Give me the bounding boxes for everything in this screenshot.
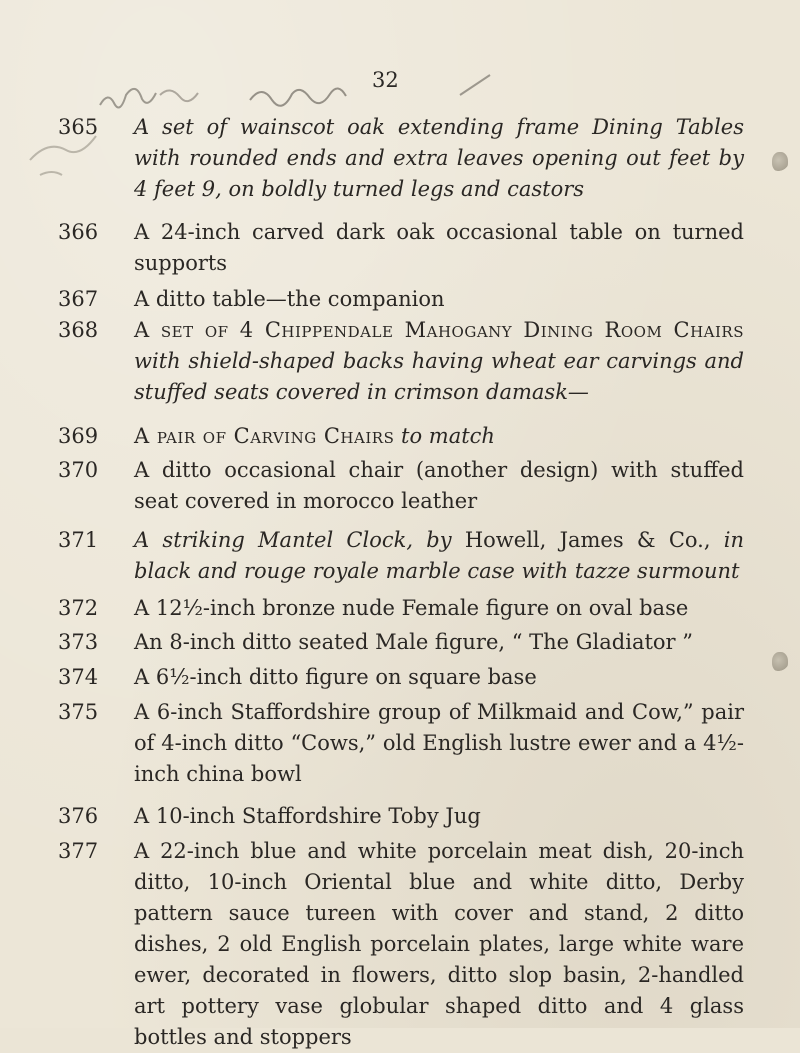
lot-text: to match (394, 424, 495, 448)
lot-text-caps: A pair of Carving Chairs (134, 424, 395, 448)
lot-text: A 6½-inch ditto figure on square base (134, 665, 537, 689)
lot-number: 374 (58, 665, 99, 689)
lot-description (134, 112, 744, 205)
lot-description (134, 284, 744, 315)
lot-text: with shield-shaped backs having wheat ear carvings and stuffed seats covered in crimson damask— (134, 349, 744, 404)
lot-description (134, 593, 744, 624)
lot-number: 371 (58, 528, 99, 552)
lot-number: 373 (58, 630, 99, 654)
lot-description (134, 315, 744, 408)
lot-text-maker: Howell, James & Co., (464, 528, 711, 552)
lot-number: 367 (58, 287, 99, 311)
lot-number: 370 (58, 458, 99, 482)
lot-text-caps: A set of 4 Chippendale Mahogany Dining Room Chairs (134, 318, 744, 342)
lot-number: 368 (58, 318, 99, 342)
lot-text: in black and rouge royale marble case with tazze surmount (134, 528, 745, 583)
lot-text: A ditto table—the companion (134, 287, 445, 311)
lot-number: 366 (58, 220, 99, 244)
stain-mark (772, 152, 788, 172)
lot-number: 365 (58, 115, 99, 139)
lot-description (134, 836, 744, 1053)
lot-number: 369 (58, 424, 99, 448)
lot-text: A 24-inch carved dark oak occasional table on turned supports (134, 220, 744, 275)
lot-number: 376 (58, 804, 99, 828)
lot-text: A 22-inch blue and white porcelain meat dish, 20-inch ditto, 10-inch Oriental blue and white ditto, Derby pattern sauce tureen with cover and stand, 2 ditto dishes, 2 old English porcelain plates, large white ware ewer, decorated in flowers, ditto slop basin, 2-handled art pottery vase globular shaped ditto and 4 glass bottles and stoppers (134, 839, 744, 1049)
lot-text: A 6-inch Staffordshire group of Milkmaid and Cow,” pair of 4-inch ditto “Cows,” old English lustre ewer and a 4½-inch china bowl (134, 700, 744, 786)
stain-mark (772, 652, 788, 672)
lot-text: A 12½-inch bronze nude Female figure on oval base (134, 596, 689, 620)
lot-number: 377 (58, 839, 99, 863)
lot-description (134, 217, 744, 279)
page-number: 32 (372, 68, 399, 92)
lot-text: An 8-inch ditto seated Male figure, “ The Gladiator ” (134, 630, 693, 654)
lot-number: 372 (58, 596, 99, 620)
lot-description (134, 421, 744, 452)
lot-description (134, 627, 744, 658)
lot-description (134, 525, 744, 587)
lot-description (134, 455, 744, 517)
lot-description (134, 801, 744, 832)
lot-number: 375 (58, 700, 99, 724)
lot-text: A set of wainscot oak extending frame Dining Tables with rounded ends and extra leaves opening out feet by 4 feet 9, on boldly turned legs and castors (134, 115, 744, 201)
lot-description (134, 662, 744, 693)
lot-text: A striking Mantel Clock, by (134, 528, 465, 552)
lot-text: A 10-inch Staffordshire Toby Jug (134, 804, 481, 828)
lot-text: A ditto occasional chair (another design) with stuffed seat covered in morocco leather (134, 458, 744, 513)
lot-description (134, 697, 744, 790)
